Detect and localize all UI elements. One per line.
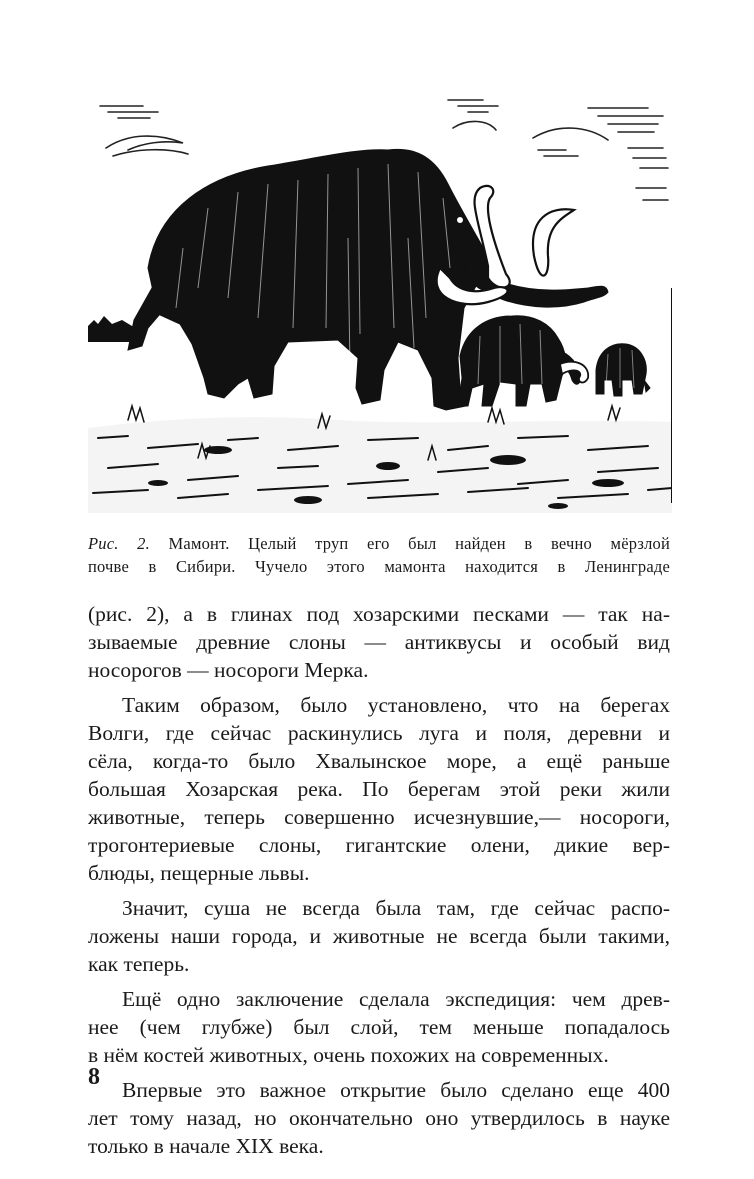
text-line: Волги, где сейчас раскинулись луга и поля, деревни и	[88, 721, 670, 745]
paragraph	[88, 1076, 670, 1160]
text-line: блюды, пещерные львы.	[88, 861, 310, 885]
mammoth-illustration	[88, 88, 672, 513]
text-line: зываемые древние слоны — антиквусы и особый вид	[88, 630, 670, 654]
text-line: животные, теперь совершенно исчезнувшие,— носороги,	[88, 805, 670, 829]
caption-line	[88, 532, 670, 555]
figure-caption	[88, 532, 670, 578]
text-line: (рис. 2), а в глинах под хозарскими песками — так на-	[88, 602, 670, 626]
caption-line: почве в Сибири. Чучело этого мамонта находится в Ленинграде	[88, 557, 670, 576]
text-line: только в начале XIX века.	[88, 1134, 324, 1158]
text-line: трогонтериевые слоны, гигантские олени, дикие вер-	[88, 833, 670, 857]
text-line: нее (чем глубже) был слой, тем меньше попадалось	[88, 1015, 670, 1039]
text-line: большая Хозарская река. По берегам этой реки жили	[88, 777, 670, 801]
text-line: Впервые это важное открытие было сделано еще 400	[122, 1078, 670, 1102]
paragraph	[88, 985, 670, 1069]
body-text	[88, 600, 670, 1167]
distant-mammoth	[596, 344, 650, 396]
caption-text: Мамонт. Целый труп его был найден в вечно мёрзлой	[168, 534, 670, 553]
paragraph	[88, 894, 670, 978]
text-line: сёла, когда-то было Хвалынское море, а ещё раньше	[88, 749, 670, 773]
text-line: Таким образом, было установлено, что на берегах	[122, 693, 670, 717]
text-line: Ещё одно заключение сделала экспедиция: чем древ-	[122, 987, 670, 1011]
page-number: 8	[88, 1064, 100, 1090]
second-mammoth	[458, 316, 588, 406]
text-line: ложены наши города, и животные не всегда были такими,	[88, 924, 670, 948]
text-line: лет тому назад, но окончательно оно утвердилось в науке	[88, 1106, 670, 1130]
figure-label: Рис. 2.	[88, 534, 150, 553]
paragraph	[88, 691, 670, 887]
text-line: в нём костей животных, очень похожих на современных.	[88, 1043, 609, 1067]
text-line: Значит, суша не всегда была там, где сейчас распо-	[122, 896, 670, 920]
paragraph	[88, 600, 670, 684]
text-line: носорогов — носороги Мерка.	[88, 658, 369, 682]
text-line: как теперь.	[88, 952, 190, 976]
